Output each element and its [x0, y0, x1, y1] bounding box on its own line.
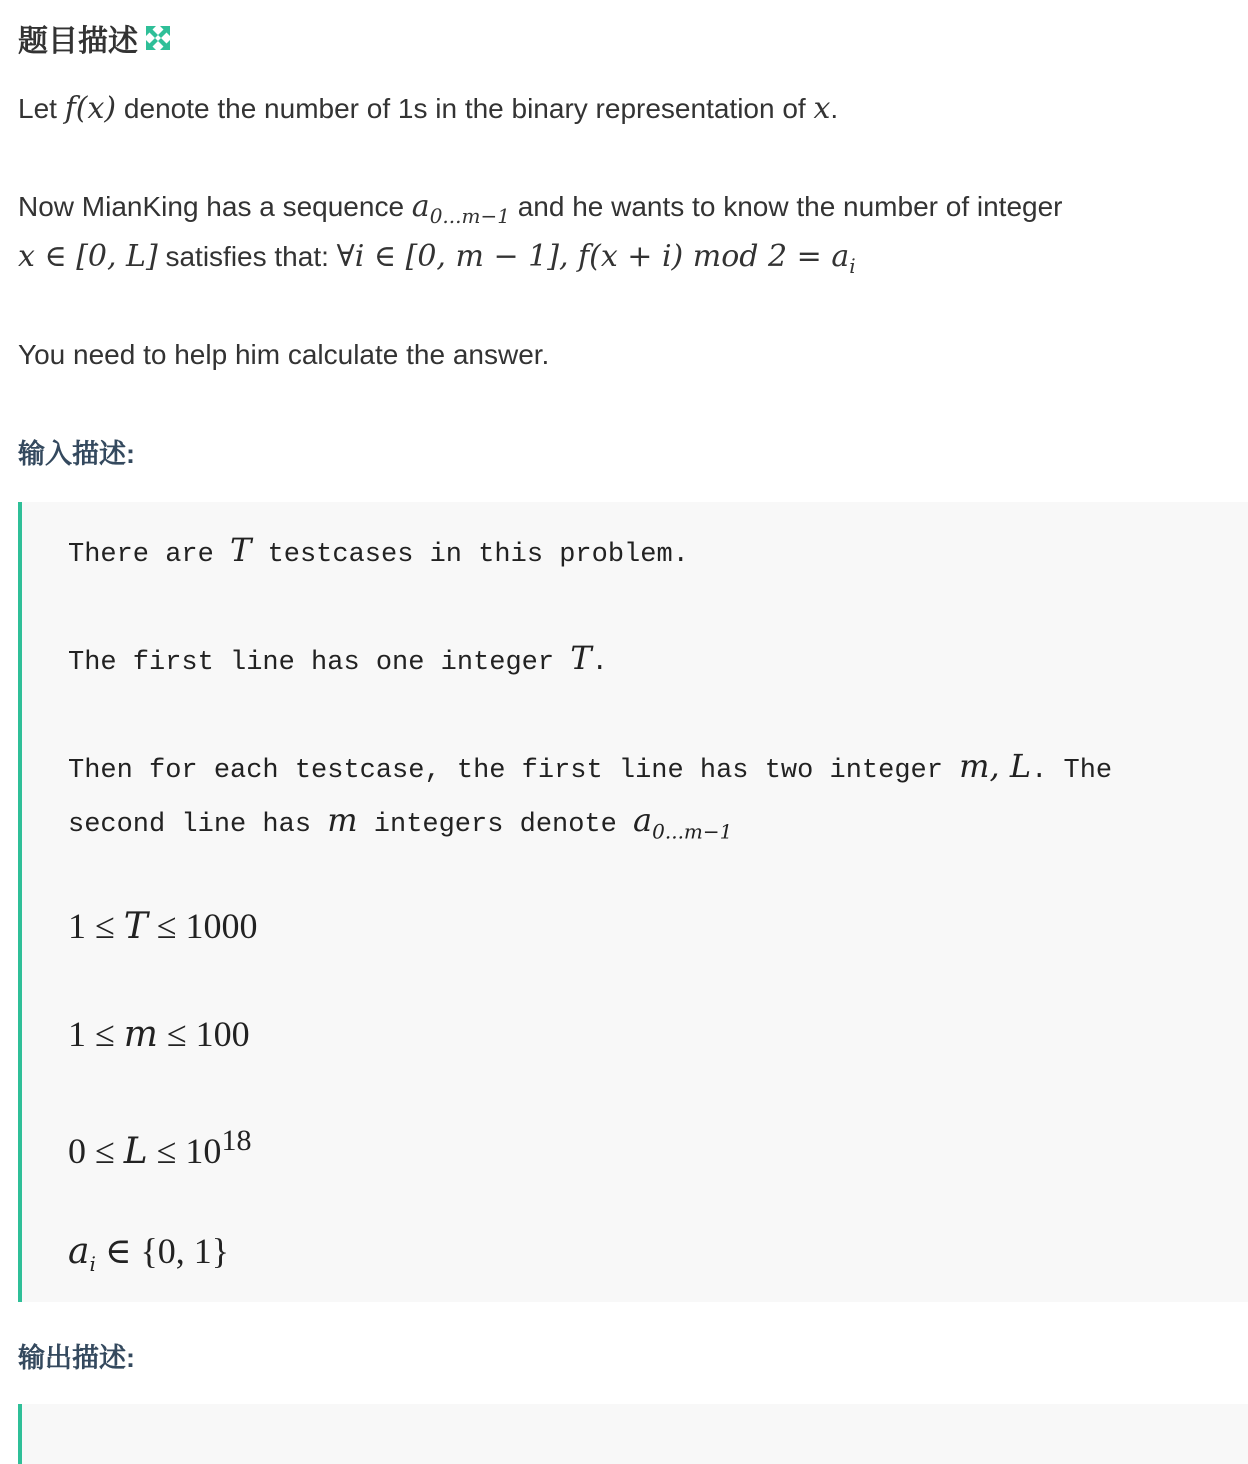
expand-arrows-icon[interactable]	[144, 24, 172, 52]
text-segment: second line has	[68, 810, 328, 840]
text-segment: . The	[1031, 756, 1113, 786]
paragraph-sequence	[18, 187, 1063, 236]
math-expression: $a_{0...m-1}$	[411, 189, 510, 228]
text-segment: 0 ≤	[68, 1131, 124, 1171]
text-segment: There are	[68, 540, 231, 570]
paragraph-condition	[18, 237, 856, 286]
math-expression: $a_{0...m-1}$	[633, 801, 733, 844]
input-description-heading: 输入描述:	[18, 439, 135, 469]
text-segment: Now MianKing has a sequence	[18, 191, 412, 222]
text-segment: ≤ 1000	[147, 906, 258, 946]
math-expression: m, L	[959, 747, 1032, 785]
constraint-line	[68, 1231, 229, 1284]
input-line	[68, 800, 732, 851]
output-description-heading: 输出描述:	[18, 1343, 135, 1373]
paragraph-definition	[18, 89, 838, 129]
text-segment: Then for each testcase, the first line has two integer	[68, 756, 960, 786]
text-segment: testcases in this problem.	[251, 540, 689, 570]
input-description-block	[18, 502, 1248, 1302]
superscript: 18	[221, 1124, 252, 1157]
output-description-block	[18, 1404, 1248, 1464]
math-expression: f(x)	[64, 91, 117, 126]
text-segment: Let	[18, 93, 65, 124]
paragraph-task	[18, 335, 549, 375]
math-expression: T	[123, 906, 148, 947]
text-segment: You need to help him calculate the answer.	[18, 339, 550, 370]
subscript: i	[89, 1252, 96, 1277]
math-expression: x	[813, 91, 831, 126]
heading-title: 题目描述	[18, 25, 138, 58]
subscript: 0...m−1	[652, 819, 733, 844]
text-segment: ∈ {0, 1}	[95, 1231, 230, 1271]
text-segment: ≤ $10^{18}$	[147, 1124, 252, 1171]
math-expression: m	[123, 1014, 158, 1055]
text-segment: satisfies that:	[157, 241, 337, 272]
text-segment: ≤ 100	[157, 1014, 250, 1054]
math-expression: ∀i ∈ [0, m − 1], f(x + i) mod $2 = a_i$	[336, 239, 856, 278]
text-segment: 1 ≤	[68, 1014, 124, 1054]
math-expression: m	[327, 801, 358, 839]
text-segment: The first line has one integer	[68, 648, 571, 678]
text-segment: .	[591, 648, 608, 678]
math-expression: T	[570, 639, 592, 677]
subscript: 0...m−1	[429, 204, 510, 228]
math-expression: T	[230, 531, 252, 569]
text-segment: 1 ≤	[68, 906, 124, 946]
input-line	[68, 530, 689, 575]
constraint-line	[68, 906, 258, 947]
problem-description-heading	[18, 16, 172, 60]
math-expression: L	[123, 1131, 148, 1172]
input-line	[68, 638, 608, 683]
subscript: i	[849, 254, 856, 278]
constraint-line	[68, 1121, 251, 1172]
math-expression: x ∈ [0, L]	[18, 239, 158, 274]
text-segment: integers denote	[357, 810, 634, 840]
text-segment: denote the number of 1s in the binary representation of	[116, 93, 814, 124]
input-line	[68, 746, 1112, 791]
math-expression: $a_i$	[68, 1231, 96, 1277]
text-segment: .	[830, 93, 839, 124]
constraint-line	[68, 1014, 250, 1055]
text-segment: and he wants to know the number of integer	[509, 191, 1063, 222]
